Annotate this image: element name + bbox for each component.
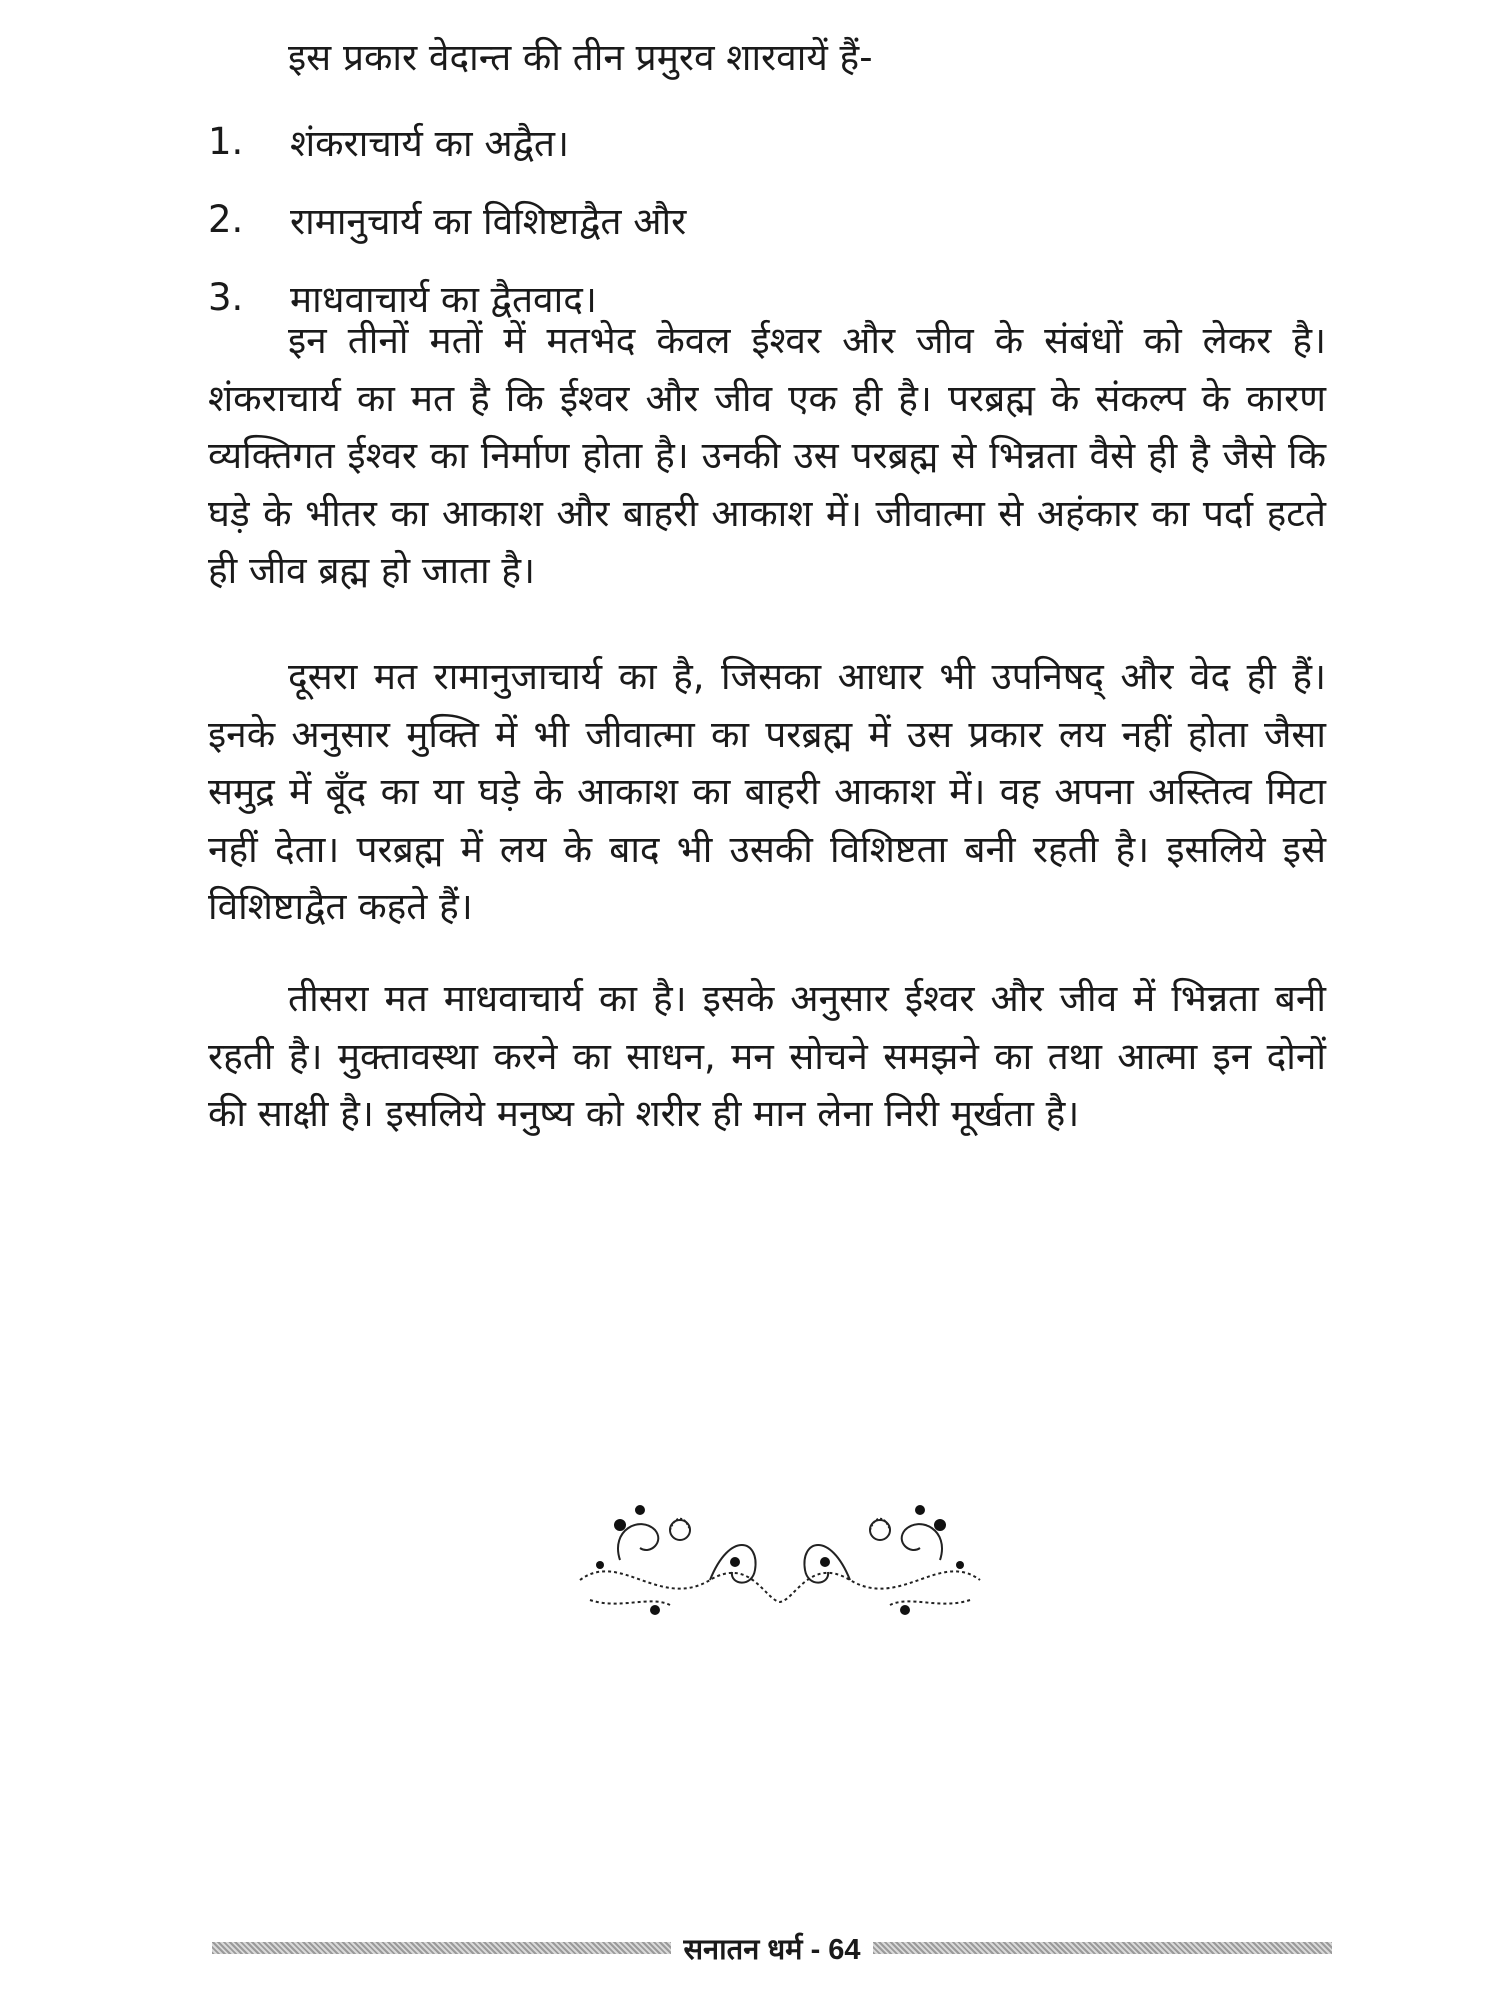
paragraph-ramanujacharya: दूसरा मत रामानुजाचार्य का है, जिसका आधार भी उपनिषद् और वेद ही हैं। इनके अनुसार मुक्ति में भी जीवात्मा का परब्रह्म में उस प्रकार लय नहीं होता जैसा समुद्र में बूँद का या घड़े के आकाश का बाहरी आकाश में। वह अपना अस्तित्व मिटा नहीं देता। परब्रह्म में लय के बाद भी उसकी विशिष्टता बनी रहती है। इसलिये इसे विशिष्टाद्वैत कहते हैं। (208, 655, 1326, 928)
list-item (208, 102, 1326, 180)
list-item-text: रामानुचार्य का विशिष्टाद्वैत और (290, 199, 687, 243)
list-item-number: 2. (208, 197, 244, 241)
intro-line: इस प्रकार वेदान्त की तीन प्रमुरव शारवायें हैं- (288, 36, 873, 79)
branches-list (208, 102, 1326, 336)
footer-rule-left (212, 1942, 671, 1954)
list-item-number: 1. (208, 119, 244, 163)
page-footer (212, 1928, 1332, 1968)
list-item-text: माधवाचार्य का द्वैतवाद। (290, 277, 597, 321)
list-item (208, 180, 1326, 258)
paragraph-shankaracharya: इन तीनों मतों में मतभेद केवल ईश्वर और जीव के संबंधों को लेकर है। शंकराचार्य का मत है कि ईश्वर और जीव एक ही है। परब्रह्म के संकल्प के कारण व्यक्तिगत ईश्वर का निर्माण होता है। उनकी उस परब्रह्म से भिन्नता वैसे ही है जैसे कि घड़े के भीतर का आकाश और बाहरी आकाश में। जीवात्मा से अहंकार का पर्दा हटते ही जीव ब्रह्म हो जाता है। (208, 319, 1326, 592)
footer-rule-right (873, 1942, 1332, 1954)
list-item-number: 3. (208, 275, 244, 319)
paragraph-madhvacharya: तीसरा मत माधवाचार्य का है। इसके अनुसार ईश्वर और जीव में भिन्नता बनी रहती है। मुक्तावस्था करने का साधन, मन सोचने समझने का तथा आत्मा इन दोनों की साक्षी है। इसलिये मनुष्य को शरीर ही मान लेना निरी मूर्खता है। (208, 977, 1326, 1135)
floral-scroll-ornament-icon (560, 1490, 1000, 1630)
footer-page-label: सनातन धर्म - 64 (683, 1933, 861, 1966)
list-item-text: शंकराचार्य का अद्वैत। (290, 121, 570, 165)
